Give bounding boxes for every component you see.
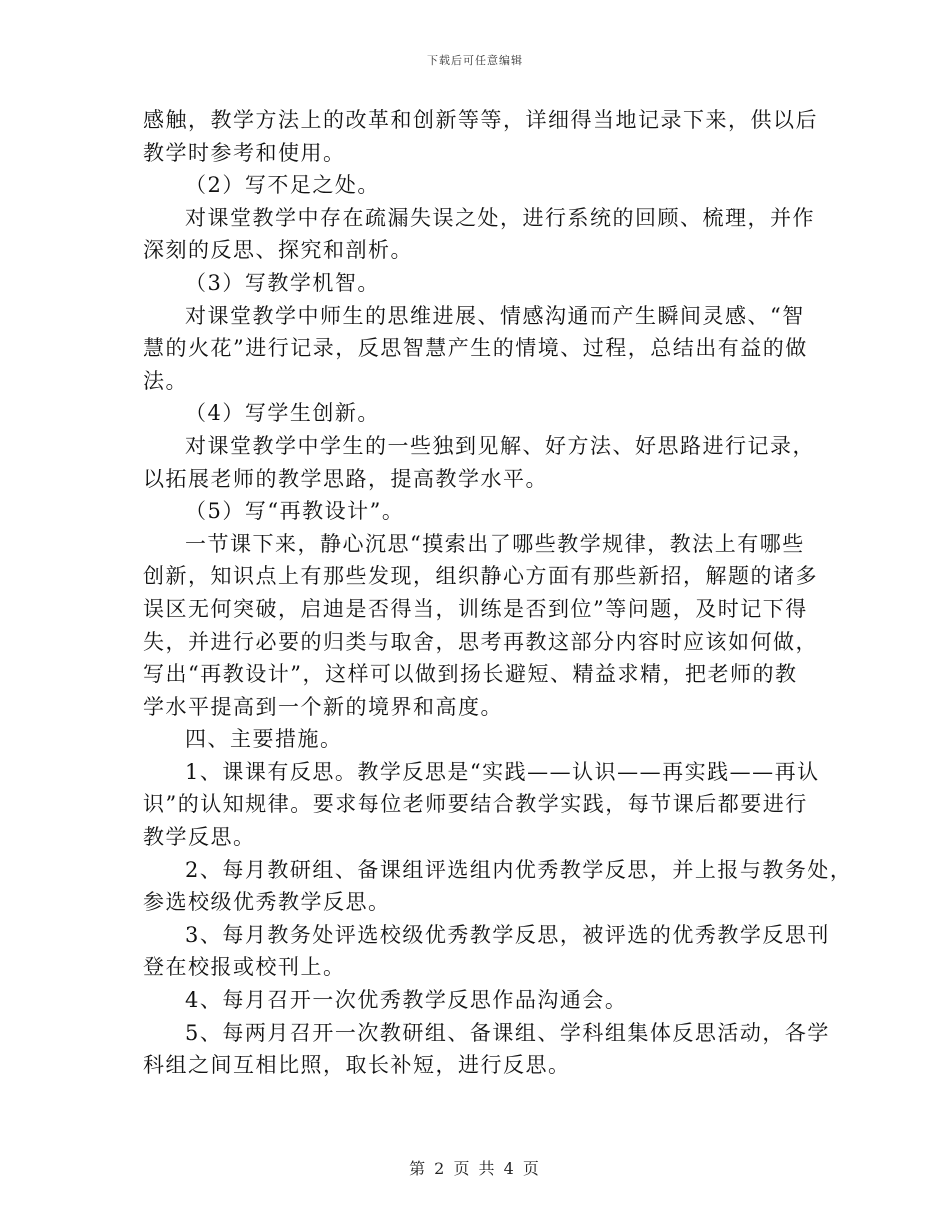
text-line: 4、每月召开一次优秀教学反思作品沟通会。 — [185, 988, 628, 1013]
text-line: 1、课课有反思。教学反思是“实践——认识——再实践——再认 — [185, 759, 820, 784]
text-line: 慧的火花”进行记录，反思智慧产生的情境、过程，总结出有益的做 — [143, 336, 808, 361]
text-line: 识”的认知规律。要求每位老师要结合教学实践，每节课后都要进行 — [143, 792, 808, 817]
text-line: 3、每月教务处评选校级优秀教学反思，被评选的优秀教学反思刊 — [185, 922, 830, 947]
text-line: 对课堂教学中师生的思维进展、情感沟通而产生瞬间灵感、“智 — [185, 303, 805, 328]
page-footer: 第 2 页 共 4 页 — [409, 1159, 541, 1178]
text-line: 深刻的反思、探究和剖析。 — [143, 238, 413, 263]
text-line: 参选校级优秀教学反思。 — [143, 890, 391, 915]
text-line: 对课堂教学中存在疏漏失误之处，进行系统的回顾、梳理，并作 — [185, 205, 815, 230]
text-line: 2、每月教研组、备课组评选组内优秀教学反思，并上报与教务处， — [185, 857, 853, 882]
text-line: 误区无何突破，启迪是否得当，训练是否到位”等问题，及时记下得 — [143, 596, 808, 621]
text-line: 失，并进行必要的归类与取舍，思考再教这部分内容时应该如何做， — [143, 629, 818, 654]
text-line: 5、每两月召开一次教研组、备课组、学科组集体反思活动，各学 — [185, 1020, 830, 1045]
document-body — [143, 104, 853, 1082]
text-line: （4）写学生创新。 — [185, 401, 380, 426]
text-line: 对课堂教学中学生的一些独到见解、好方法、好思路进行记录， — [185, 433, 815, 458]
text-line: 一节课下来，静心沉思“摸索出了哪些教学规律，教法上有哪些 — [185, 531, 805, 556]
text-line: 创新，知识点上有那些发现，组织静心方面有那些新招，解题的诸多 — [143, 564, 818, 589]
text-line: （5）写“再教设计”。 — [185, 499, 405, 524]
text-line: （2）写不足之处。 — [185, 173, 380, 198]
text-line: 四、主要措施。 — [185, 727, 343, 752]
text-line: 教学反思。 — [143, 825, 256, 850]
text-line: 写出“再教设计”，这样可以做到扬长避短、精益求精，把老师的教 — [143, 662, 798, 687]
text-line: 教学时参考和使用。 — [143, 140, 346, 165]
text-line: 学水平提高到一个新的境界和高度。 — [143, 694, 503, 719]
text-line: 登在校报或校刊上。 — [143, 955, 346, 980]
text-line: 感触，教学方法上的改革和创新等等，详细得当地记录下来，供以后 — [143, 108, 818, 132]
text-line: （3）写教学机智。 — [185, 270, 380, 295]
text-line: 科组之间互相比照，取长补短，进行反思。 — [143, 1053, 571, 1078]
text-line: 以拓展老师的教学思路，提高教学水平。 — [143, 466, 548, 491]
text-line: 法。 — [143, 368, 188, 393]
page-header: 下载后可任意编辑 — [427, 54, 523, 67]
